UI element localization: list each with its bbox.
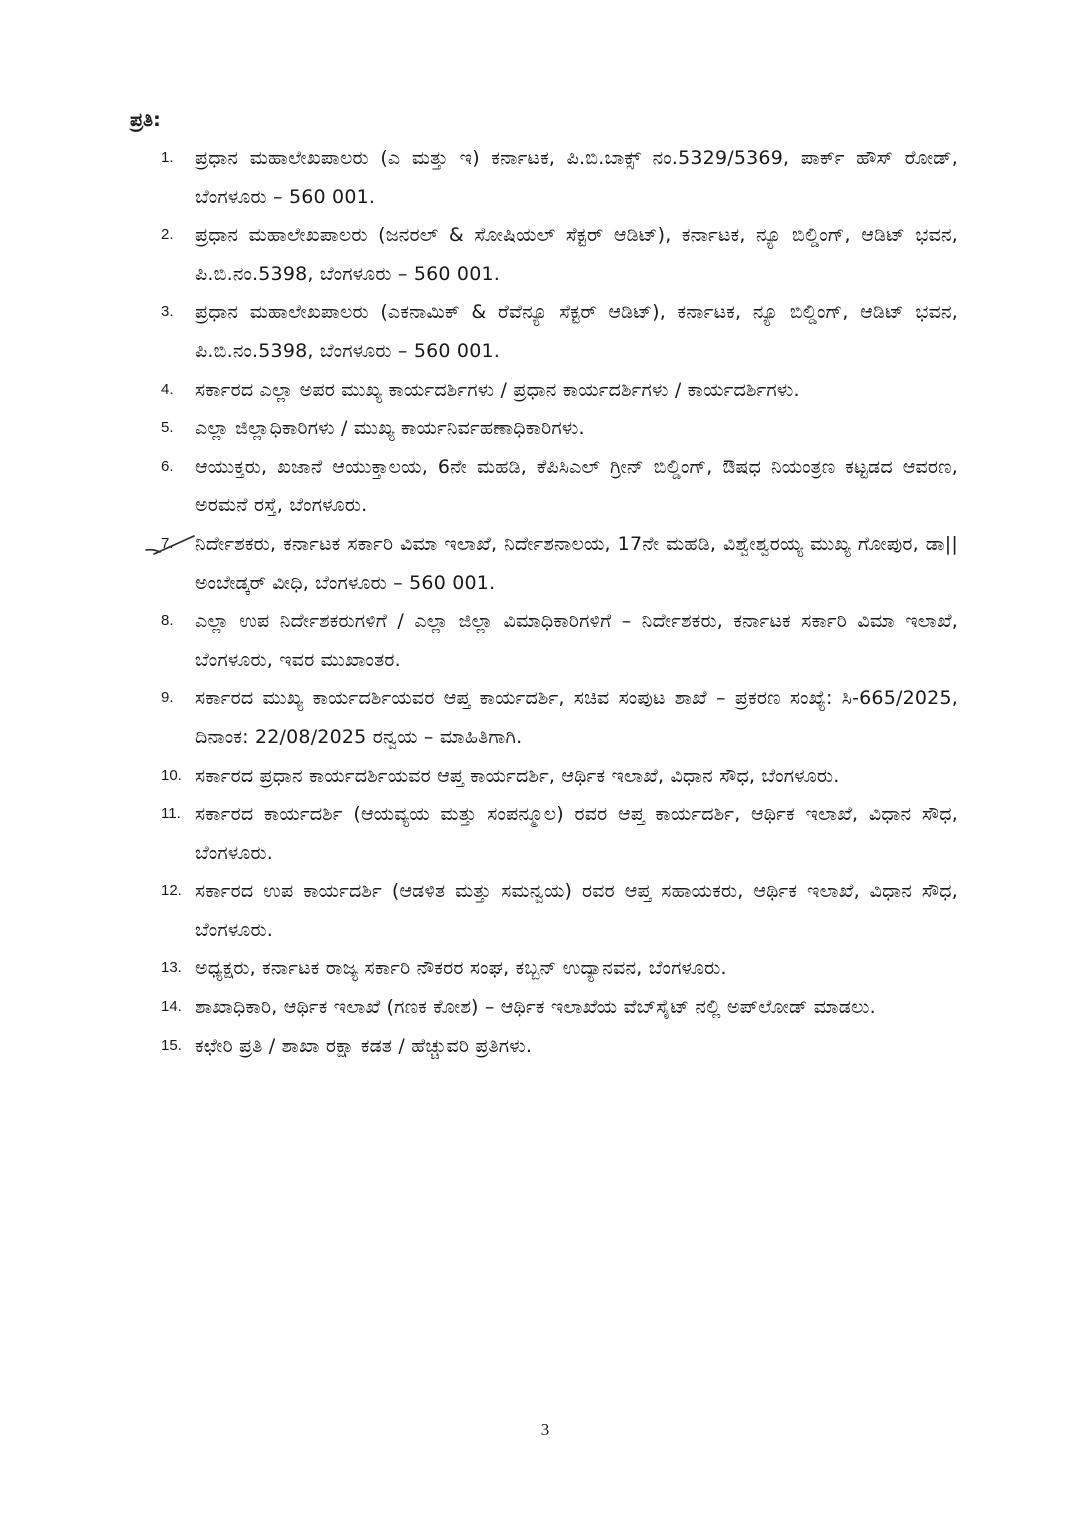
item-number: 2.: [161, 226, 174, 244]
list-item: [161, 525, 958, 602]
list-item: [161, 988, 958, 1027]
item-text: ಪ್ರಧಾನ ಮಹಾಲೇಖಪಾಲರು (ಎ ಮತ್ತು ಇ) ಕರ್ನಾಟಕ, ಪಿ.ಬಿ.ಬಾಕ್ಸ್ ನಂ.5329/5369, ಪಾರ್ಕ್ ಹೌಸ್ ರೋಡ್, ಬೆಂಗಳೂರು – 560 001.: [195, 147, 958, 208]
item-number: 4.: [161, 380, 174, 398]
item-text: ಪ್ರಧಾನ ಮಹಾಲೇಖಪಾಲರು (ಎಕನಾಮಿಕ್ & ರೆವೆನ್ಯೂ ಸೆಕ್ಟರ್ ಆಡಿಟ್), ಕರ್ನಾಟಕ, ನ್ಯೂ ಬಿಲ್ಡಿಂಗ್, ಆಡಿಟ್ ಭವನ, ಪಿ.ಬಿ.ನಂ.5398, ಬೆಂಗಳೂರು – 560 001.: [195, 301, 958, 362]
handwritten-check-mark: [144, 531, 198, 557]
item-number: 7.: [161, 534, 174, 552]
list-item: [161, 602, 958, 679]
item-text: ಸರ್ಕಾರದ ಮುಖ್ಯ ಕಾರ್ಯದರ್ಶಿಯವರ ಆಪ್ತ ಕಾರ್ಯದರ್ಶಿ, ಸಚಿವ ಸಂಪುಟ ಶಾಖೆ – ಪ್ರಕರಣ ಸಂಖ್ಯೆ: ಸಿ-665/2025, ದಿನಾಂಕ: 22/08/2025 ರನ್ವಯ – ಮಾಹಿತಿಗಾಗಿ.: [195, 687, 958, 748]
list-item: [161, 795, 958, 872]
item-number: 8.: [161, 612, 174, 630]
item-text: ಎಲ್ಲಾ ಉಪ ನಿರ್ದೇಶಕರುಗಳಿಗೆ / ಎಲ್ಲಾ ಜಿಲ್ಲಾ ವಿಮಾಧಿಕಾರಿಗಳಿಗೆ – ನಿರ್ದೇಶಕರು, ಕರ್ನಾಟಕ ಸರ್ಕಾರಿ ವಿಮಾ ಇಲಾಖೆ, ಬೆಂಗಳೂರು, ಇವರ ಮುಖಾಂತರ.: [195, 610, 958, 671]
item-number: 15.: [161, 1036, 182, 1054]
item-number: 1.: [161, 149, 174, 166]
item-text: ಶಾಖಾಧಿಕಾರಿ, ಆರ್ಥಿಕ ಇಲಾಖೆ (ಗಣಕ ಕೋಶ) – ಆರ್ಥಿಕ ಇಲಾಖೆಯ ವೆಬ್‌ಸೈಟ್ ನಲ್ಲಿ ಅಪ್‌ಲೋಡ್ ಮಾಡಲು.: [195, 996, 876, 1019]
list-item: [161, 448, 958, 525]
item-number: 9.: [161, 689, 174, 707]
item-text: ಅಧ್ಯಕ್ಷರು, ಕರ್ನಾಟಕ ರಾಜ್ಯ ಸರ್ಕಾರಿ ನೌಕರರ ಸಂಘ, ಕಬ್ಬನ್ ಉದ್ಯಾನವನ, ಬೆಂಗಳೂರು.: [195, 957, 727, 980]
list-item: [161, 293, 958, 370]
item-text: ಕಛೇರಿ ಪ್ರತಿ / ಶಾಖಾ ರಕ್ಷಾ ಕಡತ / ಹೆಚ್ಚುವರಿ ಪ್ರತಿಗಳು.: [195, 1034, 533, 1057]
item-number: 14.: [161, 998, 182, 1016]
copy-to-heading: ಪ್ರತಿ:: [130, 109, 161, 131]
item-number: 13.: [161, 959, 182, 977]
list-item: [161, 216, 958, 293]
item-number: 11.: [161, 805, 181, 823]
item-number: 10.: [161, 766, 182, 784]
list-item: [161, 757, 958, 796]
item-number: 12.: [161, 882, 182, 900]
list-item: [161, 371, 958, 410]
list-item: [161, 872, 958, 949]
item-text: ಸರ್ಕಾರದ ಎಲ್ಲಾ ಅಪರ ಮುಖ್ಯ ಕಾರ್ಯದರ್ಶಿಗಳು / ಪ್ರಧಾನ ಕಾರ್ಯದರ್ಶಿಗಳು / ಕಾರ್ಯದರ್ಶಿಗಳು.: [195, 378, 800, 401]
item-text: ಸರ್ಕಾರದ ಕಾರ್ಯದರ್ಶಿ (ಆಯವ್ಯಯ ಮತ್ತು ಸಂಪನ್ಮೂಲ) ರವರ ಆಪ್ತ ಕಾರ್ಯದರ್ಶಿ, ಆರ್ಥಿಕ ಇಲಾಖೆ, ವಿಧಾನ ಸೌಧ, ಬೆಂಗಳೂರು.: [195, 803, 958, 864]
recipient-list: [161, 139, 958, 1065]
list-item: [161, 139, 958, 216]
list-item: [161, 409, 958, 448]
item-text: ಆಯುಕ್ತರು, ಖಜಾನೆ ಆಯುಕ್ತಾಲಯ, 6ನೇ ಮಹಡಿ, ಕೆಪಿಸಿಎಲ್ ಗ್ರೀನ್ ಬಿಲ್ಡಿಂಗ್, ಔಷಧ ನಿಯಂತ್ರಣ ಕಟ್ಟಡದ ಆವರಣ, ಅರಮನೆ ರಸ್ತೆ, ಬೆಂಗಳೂರು.: [195, 455, 958, 517]
item-text: ಸರ್ಕಾರದ ಪ್ರಧಾನ ಕಾರ್ಯದರ್ಶಿಯವರ ಆಪ್ತ ಕಾರ್ಯದರ್ಶಿ, ಆರ್ಥಿಕ ಇಲಾಖೆ, ವಿಧಾನ ಸೌಧ, ಬೆಂಗಳೂರು.: [195, 764, 840, 787]
item-number: 3.: [161, 303, 174, 321]
item-text: ಎಲ್ಲಾ ಜಿಲ್ಲಾಧಿಕಾರಿಗಳು / ಮುಖ್ಯ ಕಾರ್ಯನಿರ್ವಹಣಾಧಿಕಾರಿಗಳು.: [195, 417, 585, 440]
item-text: ಪ್ರಧಾನ ಮಹಾಲೇಖಪಾಲರು (ಜನರಲ್ & ಸೋಷಿಯಲ್ ಸೆಕ್ಟರ್ ಆಡಿಟ್), ಕರ್ನಾಟಕ, ನ್ಯೂ ಬಿಲ್ಡಿಂಗ್, ಆಡಿಟ್ ಭವನ, ಪಿ.ಬಿ.ನಂ.5398, ಬೆಂಗಳೂರು – 560 001.: [195, 224, 958, 285]
list-item: [161, 1027, 958, 1066]
list-item: [161, 679, 958, 756]
item-text: ನಿರ್ದೇಶಕರು, ಕರ್ನಾಟಕ ಸರ್ಕಾರಿ ವಿಮಾ ಇಲಾಖೆ, ನಿರ್ದೇಶನಾಲಯ, 17ನೇ ಮಹಡಿ, ವಿಶ್ವೇಶ್ವರಯ್ಯ ಮುಖ್ಯ ಗೋಪುರ, ಡಾ|| ಅಂಬೇಡ್ಕರ್ ವೀಧಿ, ಬೆಂಗಳೂರು – 560 001.: [195, 532, 958, 594]
item-number: 6.: [161, 457, 174, 475]
page-number: 3: [540, 1420, 550, 1439]
list-item: [161, 949, 958, 988]
item-text: ಸರ್ಕಾರದ ಉಪ ಕಾರ್ಯದರ್ಶಿ (ಆಡಳಿತ ಮತ್ತು ಸಮನ್ವಯ) ರವರ ಆಪ್ತ ಸಹಾಯಕರು, ಆರ್ಥಿಕ ಇಲಾಖೆ, ವಿಧಾನ ಸೌಧ, ಬೆಂಗಳೂರು.: [195, 880, 958, 941]
item-number: 5.: [161, 419, 174, 437]
